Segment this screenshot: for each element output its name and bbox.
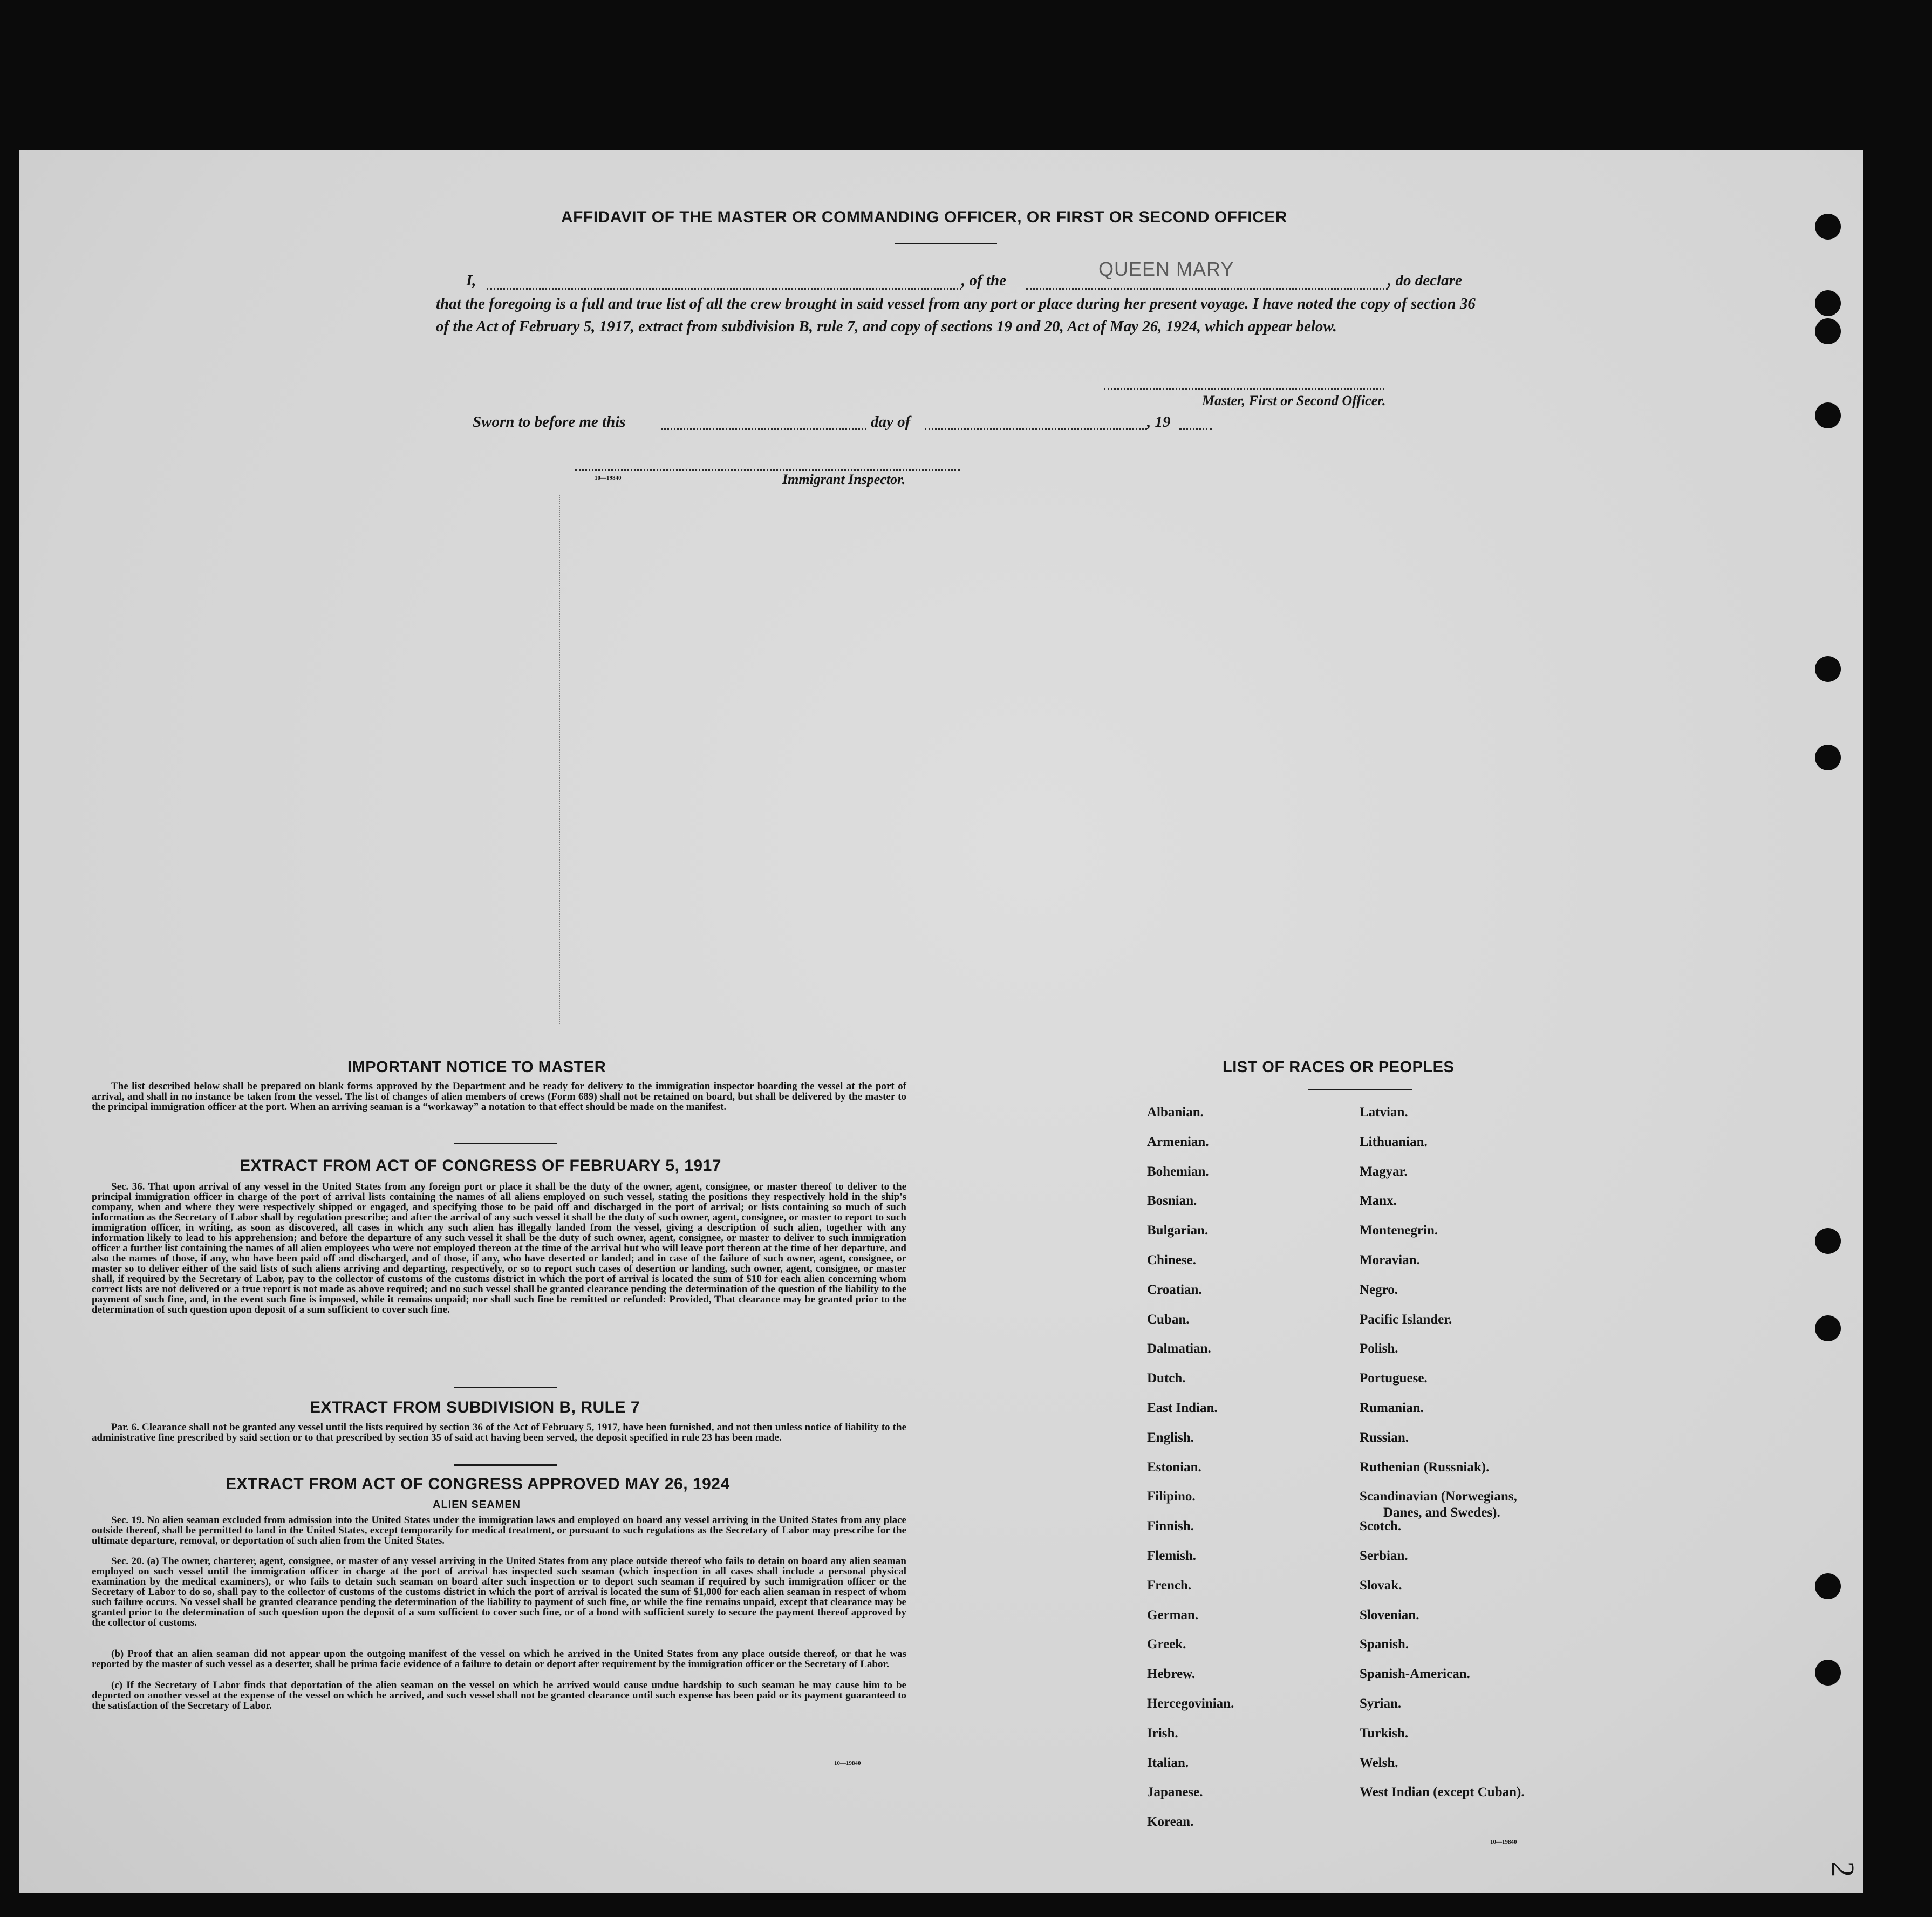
- extract-1924-sec20b: (b) Proof that an alien seaman did not appear upon the outgoing manifest of the vessel on which he arrived in the United States from any place outside thereof, or that he was reported by the master of such vessel as a deserter, shall be prima facie evidence of a failure to detain or deport after requirement by the immigration officer or the Secretary of Labor.: [92, 1648, 906, 1670]
- vessel-name-stamp: QUEEN MARY: [1098, 258, 1234, 280]
- year-prefix-text: , 19: [1147, 413, 1171, 431]
- race-left-item: Greek.: [1147, 1637, 1186, 1652]
- punch-hole: [1815, 1228, 1841, 1254]
- race-left-item: Korean.: [1147, 1814, 1194, 1830]
- extract-1924-sec20c: (c) If the Secretary of Labor finds that deportation of the alien seaman on the vessel on which he arrived would cause undue hardship to such seaman he may cause him to be deported on another vessel at the expense of the vessel on which he arrived, and such vessel shall not be granted clearance until such expense has been paid or its payment guaranteed to the satisfaction of the Secretary of Labor.: [92, 1680, 906, 1711]
- year-line: [1179, 428, 1212, 430]
- race-right-item: Ruthenian (Russniak).: [1360, 1459, 1490, 1475]
- races-form-number: 10—19840: [1490, 1839, 1517, 1845]
- punch-hole: [1815, 1660, 1841, 1686]
- race-left-item: French.: [1147, 1578, 1192, 1593]
- punch-hole: [1815, 1573, 1841, 1599]
- affidavit-title: AFFIDAVIT OF THE MASTER OR COMMANDING OFFICER, OR FIRST OR SECOND OFFICER: [561, 208, 1287, 226]
- sworn-text: Sworn to before me this: [473, 413, 626, 431]
- affidavit-form-number: 10—19840: [595, 475, 622, 481]
- race-right-item: Syrian.: [1360, 1696, 1402, 1711]
- race-right-item: Latvian.: [1360, 1105, 1408, 1120]
- extract-1917-body: Sec. 36. That upon arrival of any vessel in the United States from any foreign port or place it shall be the duty of the owner, agent, consignee, or master thereof to deliver to the principal immigration officer in charge of the port of arrival lists containing the names of all aliens employed on such vessel, stating the positions they respectively hold in the ship's company, when and where they were respectively shipped or engaged, and specifying those to be paid off and discharged in the port of arrival; or lists containing so much of such information as the Secretary of Labor shall by regulation prescribe; and after the arrival of any such vessel it shall be the duty of such owner, agent, consignee, or master to report to such immigration officer, in writing, as soon as discovered, all cases in which any such alien has illegally landed from the vessel, giving a description of such alien, together with any information likely to lead to his apprehension; and before the departure of any such vessel it shall be the duty of such owner, agent, consignee, or master to deliver to such immigration officer a further list containing the names of all alien employees who were not employed thereon at the time of the arrival but who will leave port thereon at the time of her departure, and also the names of those, if any, who have been paid off and discharged, and of those, if any, who have deserted or landed; and in case of the failure of such owner, agent, consignee, or master so to deliver either of the said lists of such aliens arriving and departing, respectively, or so to report such cases of desertion or landing, such owner, agent, consignee, or master shall, if required by the Secretary of Labor, pay to the collector of customs of the customs district in which the port of arrival is located the sum of $10 for each alien concerning whom correct lists are not delivered or a true report is not made as above required; and no such vessel shall be granted clearance pending the determination of the question of the liability to the payment of such fine, and, in the event such fine is imposed, while it remains unpaid; nor shall such fine be remitted or refunded: Provided, That clearance may be granted prior to the determination of such question upon deposit of a sum sufficient to cover such fine.: [92, 1181, 906, 1315]
- sworn-month-line: [925, 428, 1147, 430]
- punch-hole: [1815, 402, 1841, 428]
- race-left-item: Bosnian.: [1147, 1193, 1197, 1209]
- race-left-item: Estonian.: [1147, 1459, 1201, 1475]
- race-right-item: Portuguese.: [1360, 1371, 1428, 1386]
- race-right-item: Magyar.: [1360, 1164, 1408, 1179]
- extract-1917-title: EXTRACT FROM ACT OF CONGRESS OF FEBRUARY 5, 1917: [240, 1157, 721, 1175]
- master-signature-line: [1104, 388, 1384, 390]
- race-right-item: Montenegrin.: [1360, 1223, 1438, 1238]
- races-title: LIST OF RACES OR PEOPLES: [1223, 1059, 1455, 1076]
- declaration-i: I,: [466, 272, 476, 289]
- race-right-item: Negro.: [1360, 1282, 1398, 1297]
- notice-title: IMPORTANT NOTICE TO MASTER: [347, 1059, 606, 1076]
- race-left-item: Flemish.: [1147, 1548, 1196, 1563]
- notice-rule: [454, 1143, 557, 1144]
- race-left-item: Filipino.: [1147, 1489, 1196, 1504]
- document-page: [19, 150, 1863, 1893]
- extract-rule7-title: EXTRACT FROM SUBDIVISION B, RULE 7: [310, 1398, 640, 1416]
- extract-1924-form-number: 10—19840: [834, 1760, 861, 1766]
- race-right-item: West Indian (except Cuban).: [1360, 1785, 1525, 1800]
- day-of-text: day of: [871, 413, 911, 431]
- race-right-item: Lithuanian.: [1360, 1134, 1428, 1149]
- of-the-text: , of the: [961, 272, 1006, 289]
- race-left-item: Hercegovinian.: [1147, 1696, 1234, 1711]
- corner-mark: 2: [1825, 1861, 1861, 1878]
- inspector-label: Immigrant Inspector.: [782, 472, 906, 487]
- extract-1917-rule: [454, 1387, 557, 1388]
- race-right-item: Slovenian.: [1360, 1607, 1419, 1622]
- race-left-item: East Indian.: [1147, 1401, 1218, 1415]
- races-rule: [1308, 1089, 1412, 1090]
- race-left-item: Irish.: [1147, 1725, 1178, 1741]
- extract-1924-title: EXTRACT FROM ACT OF CONGRESS APPROVED MAY 26, 1924: [226, 1475, 730, 1493]
- punch-hole: [1815, 290, 1841, 316]
- do-declare-text: , do declare: [1388, 272, 1462, 289]
- punch-hole: [1815, 214, 1841, 240]
- race-right-item: Russian.: [1360, 1430, 1409, 1445]
- inspector-signature-line: [575, 469, 960, 471]
- race-right-item: Moravian.: [1360, 1253, 1420, 1267]
- race-right-item: Spanish.: [1360, 1637, 1409, 1652]
- race-left-item: Albanian.: [1147, 1105, 1204, 1120]
- race-left-item: Chinese.: [1147, 1253, 1196, 1267]
- extract-rule7-body: Par. 6. Clearance shall not be granted any vessel until the lists required by section 36 of the Act of February 5, 1917, have been furnished, and not then unless notice of liability to the administrative fine prescribed by said section or to that prescribed by section 35 of said act having been served, the deposit specified in rule 23 has been made.: [92, 1422, 906, 1443]
- blank-area-margin: [559, 495, 560, 1024]
- race-right-item: Spanish-American.: [1360, 1667, 1470, 1682]
- punch-hole: [1815, 1315, 1841, 1341]
- race-left-item: Dalmatian.: [1147, 1341, 1211, 1356]
- punch-hole: [1815, 318, 1841, 344]
- vessel-line: [1026, 288, 1388, 290]
- race-left-item: Armenian.: [1147, 1134, 1209, 1149]
- race-right-item: Polish.: [1360, 1341, 1398, 1356]
- race-right-item: Danes, and Swedes).: [1383, 1505, 1500, 1520]
- race-left-item: Finnish.: [1147, 1519, 1194, 1534]
- race-right-item: Serbian.: [1360, 1548, 1408, 1563]
- race-left-item: Croatian.: [1147, 1282, 1202, 1297]
- race-right-item: Slovak.: [1360, 1578, 1402, 1593]
- race-right-item: Pacific Islander.: [1360, 1312, 1452, 1327]
- race-left-item: Italian.: [1147, 1755, 1189, 1770]
- extract-1924-sec19: Sec. 19. No alien seaman excluded from admission into the United States under the immigration laws and employed on board any vessel arriving in the United States from any place outside thereof, shall be permitted to land in the United States, except temporarily for medical treatment, or pursuant to such regulations as the Secretary of Labor may prescribe for the ultimate departure, removal, or deportation of such alien from the United States.: [92, 1515, 906, 1546]
- race-right-item: Turkish.: [1360, 1725, 1409, 1741]
- race-right-item: Scandinavian (Norwegians,: [1360, 1489, 1517, 1504]
- race-right-item: Scotch.: [1360, 1519, 1402, 1534]
- extract-1924-subtitle: ALIEN SEAMEN: [433, 1499, 521, 1511]
- race-right-item: Welsh.: [1360, 1755, 1398, 1770]
- race-left-item: Dutch.: [1147, 1371, 1186, 1386]
- master-signature-label: Master, First or Second Officer.: [1202, 393, 1386, 408]
- race-right-item: Manx.: [1360, 1193, 1397, 1209]
- name-line: [487, 288, 961, 290]
- race-left-item: Hebrew.: [1147, 1667, 1196, 1682]
- declaration-text: that the foregoing is a full and true list of all the crew brought in said vessel from any port or place during her present voyage. I have noted the copy of section 36 of the Act of February 5, 1917, extract from subdivision B, rule 7, and copy of sections 19 and 20, Act of May 26, 1924, which appear below.: [436, 295, 1476, 335]
- punch-hole: [1815, 745, 1841, 770]
- race-left-item: Cuban.: [1147, 1312, 1190, 1327]
- race-right-item: Rumanian.: [1360, 1401, 1424, 1415]
- extract-1924-sec20a: Sec. 20. (a) The owner, charterer, agent, consignee, or master of any vessel arriving in the United States from any place outside thereof who fails to detain on board any alien seaman employed on such vessel until the immigration officer in charge at the port of arrival has inspected such seaman (which inspection in all cases shall include a personal physical examination by the medical examiners), or who fails to detain such seaman on board after such inspection or to deport such seaman if required by such immigration officer or the Secretary of Labor to do so, shall pay to the collector of customs of the customs district in which the port of arrival is located the sum of $1,000 for each alien seaman in respect of whom such failure occurs. No vessel shall be granted clearance pending the determination of the liability to payment of such fine, or while the fine remains unpaid, except that clearance may be granted prior to the determination of such question upon the deposit of a sum sufficient to cover such fine, or of a bond with sufficient surety to secure the payment thereof approved by the collector of customs.: [92, 1556, 906, 1628]
- sworn-day-line: [661, 428, 866, 430]
- race-left-item: Japanese.: [1147, 1785, 1203, 1800]
- punch-hole: [1815, 656, 1841, 682]
- race-left-item: German.: [1147, 1607, 1199, 1622]
- race-left-item: Bohemian.: [1147, 1164, 1209, 1179]
- extract-rule7-rule: [454, 1464, 557, 1466]
- title-underline: [895, 243, 997, 244]
- race-left-item: English.: [1147, 1430, 1194, 1445]
- notice-body: The list described below shall be prepared on blank forms approved by the Department and be ready for delivery to the immigration inspector boarding the vessel at the port of arrival, and shall in no instance be taken from the vessel. The list of changes of alien members of crews (Form 689) shall not be retained on board, but shall be delivered by the master to the principal immigration officer at the port. When an arriving seaman is a “workaway” a notation to that effect should be made on the manifest.: [92, 1081, 906, 1113]
- race-left-item: Bulgarian.: [1147, 1223, 1209, 1238]
